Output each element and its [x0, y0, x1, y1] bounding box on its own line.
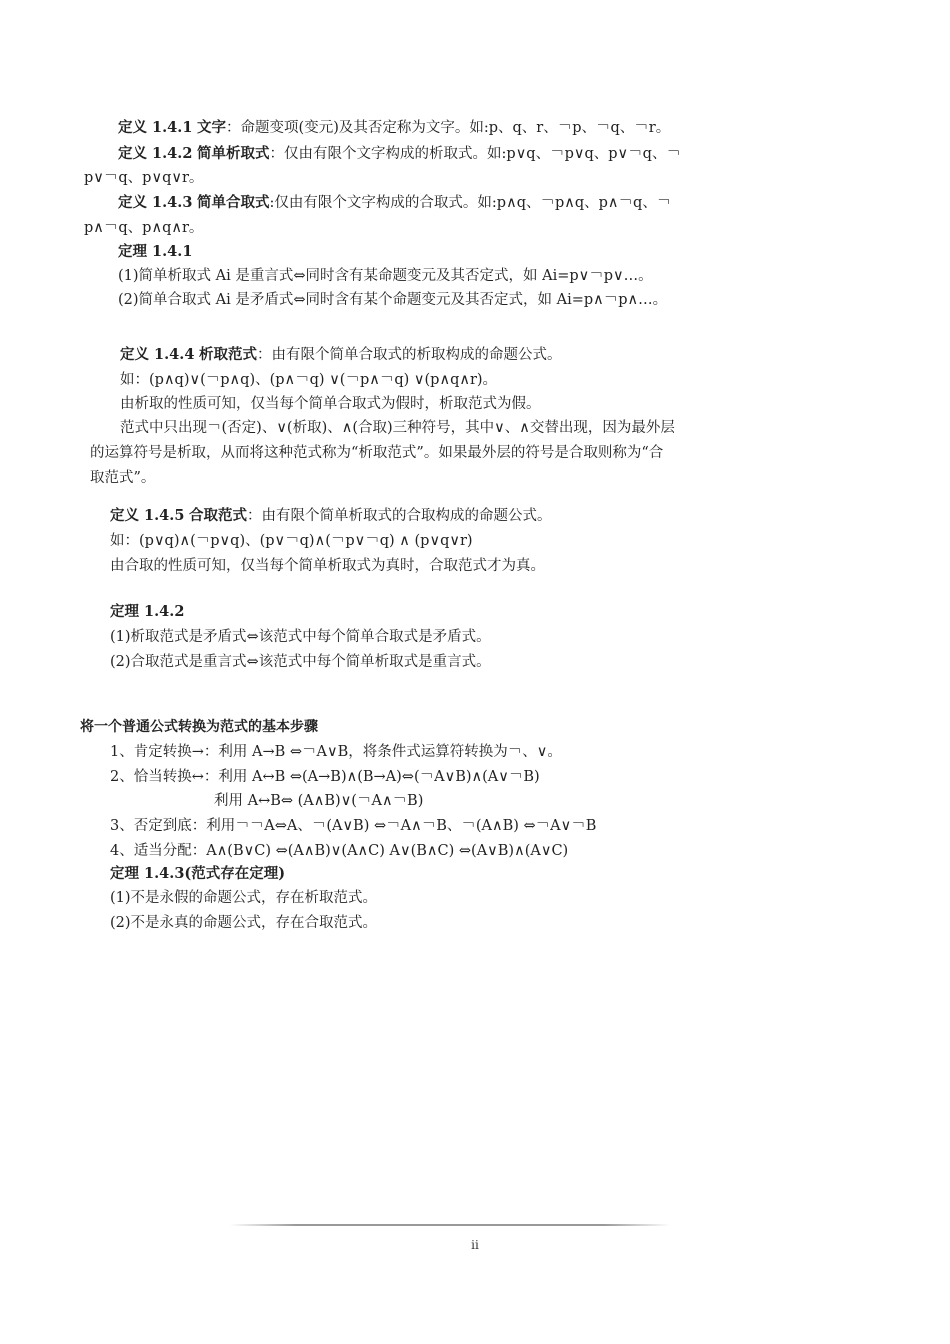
definition-1-4-5-example: 如：(p∨q)∧(￢p∨q)、(p∨￢q)∧(￢p∨￢q) ∧ (p∨q∨r) [110, 533, 473, 549]
page-number: ii [471, 1238, 479, 1252]
definition-1-4-2-continuation: p∨￢q、p∨q∨r。 [84, 170, 204, 186]
definition-1-4-1 [118, 118, 670, 138]
theorem-1-4-2-item-1: (1)析取范式是矛盾式⇔该范式中每个简单合取式是矛盾式。 [110, 629, 491, 645]
definition-1-4-4-paragraph-1: 范式中只出现￢(否定)、∨(析取)、∧(合取)三种符号，其中∨、∧交替出现，因为最外层 [120, 420, 675, 436]
definition-1-4-4-example: 如：(p∧q)∨(￢p∧q)、(p∧￢q) ∨(￢p∧￢q) ∨(p∧q∧r)。 [120, 372, 498, 388]
theorem-1-4-3-item-2: (2)不是永真的命题公式，存在合取范式。 [110, 915, 378, 931]
definition-text: ：命题变项(变元)及其否定称为文字。如:p、q、r、￢p、￢q、￢r。 [226, 120, 671, 136]
definition-1-4-2 [118, 144, 681, 164]
step-1: 1、肯定转换→：利用 A→B ⇔￢A∨B，将条件式运算符转换为￢、∨。 [110, 744, 562, 760]
definition-label: 定义 1.4.2 [118, 145, 193, 162]
definition-text: ：仅由有限个文字构成的析取式。如:p∨q、￢p∨q、p∨￢q、￢ [269, 146, 681, 162]
definition-term: 析取范式 [199, 347, 258, 363]
definition-label: 定义 1.4.3 [118, 194, 193, 211]
definition-label: 定义 1.4.5 [110, 507, 185, 524]
step-3: 3、否定到底：利用￢￢A⇔A、￢(A∨B) ⇔￢A∧￢B、￢(A∧B) ⇔￢A∨￢B [110, 818, 597, 834]
definition-1-4-3 [118, 193, 671, 213]
definition-1-4-3-continuation: p∧￢q、p∧q∧r。 [84, 220, 204, 236]
definition-1-4-4-note: 由析取的性质可知，仅当每个简单合取式为假时，析取范式为假。 [120, 396, 541, 412]
theorem-1-4-1-title: 定理 1.4.1 [118, 243, 193, 260]
definition-term: 简单合取式 [197, 195, 270, 211]
theorem-1-4-3-item-1: (1)不是永假的命题公式，存在析取范式。 [110, 890, 378, 906]
theorem-1-4-3-title: 定理 1.4.3(范式存在定理) [110, 865, 286, 882]
definition-label: 定义 1.4.4 [120, 346, 195, 363]
theorem-1-4-1-item-1: (1)简单析取式 Ai 是重言式⇔同时含有某命题变元及其否定式，如 Ai=p∨￢p∨…。 [118, 268, 653, 284]
step-4: 4、适当分配：A∧(B∨C) ⇔(A∧B)∨(A∧C) A∨(B∧C) ⇔(A∨B)∧(A∨C) [110, 843, 569, 859]
step-2: 2、恰当转换↔：利用 A↔B ⇔(A→B)∧(B→A)⇔(￢A∨B)∧(A∨￢B) [110, 769, 540, 785]
definition-term: 简单析取式 [197, 146, 270, 162]
footer-divider [230, 1224, 670, 1226]
definition-1-4-4-paragraph-3: 取范式”。 [90, 470, 156, 486]
steps-heading: 将一个普通公式转换为范式的基本步骤 [80, 719, 318, 735]
definition-text: ：由有限个简单析取式的合取构成的命题公式。 [247, 508, 552, 524]
definition-1-4-5 [110, 506, 552, 526]
step-2-alternative: 利用 A↔B⇔ (A∧B)∨(￢A∧￢B) [214, 793, 424, 809]
definition-1-4-5-note: 由合取的性质可知，仅当每个简单析取式为真时，合取范式才为真。 [110, 558, 545, 574]
definition-text: ：由有限个简单合取式的析取构成的命题公式。 [257, 347, 562, 363]
definition-1-4-4-paragraph-2: 的运算符号是析取，从而将这种范式称为“析取范式”。如果最外层的符号是合取则称为“合 [90, 445, 664, 461]
definition-term: 文字 [197, 120, 227, 136]
definition-label: 定义 1.4.1 [118, 119, 193, 136]
definition-text: :仅由有限个文字构成的合取式。如:p∧q、￢p∧q、p∧￢q、￢ [269, 195, 672, 211]
definition-term: 合取范式 [189, 508, 248, 524]
theorem-1-4-1-item-2: (2)简单合取式 Ai 是矛盾式⇔同时含有某个命题变元及其否定式，如 Ai=p∧￢p∧…。 [118, 292, 668, 308]
definition-1-4-4 [120, 345, 562, 365]
theorem-1-4-2-title: 定理 1.4.2 [110, 603, 185, 620]
theorem-1-4-2-item-2: (2)合取范式是重言式⇔该范式中每个简单析取式是重言式。 [110, 654, 491, 670]
